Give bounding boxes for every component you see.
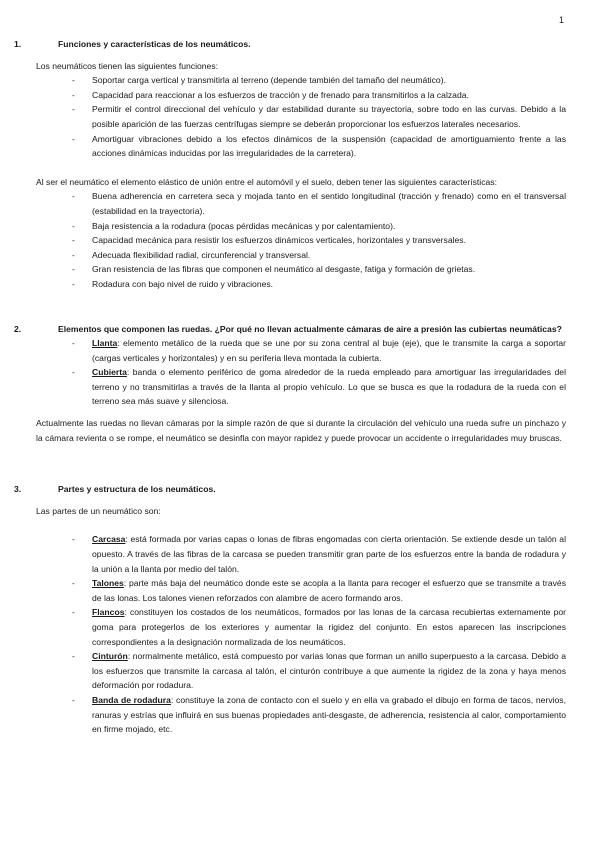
list-item: [92, 576, 566, 605]
section-1-heading: [14, 37, 566, 52]
list-item: - Amortiguar vibraciones debido a los efectos dinámicos de la suspensión (capacidad de amortiguamiento frente a las acciones dinámicas inducidas por las irregularidades de la carretera).: [92, 132, 566, 161]
list-item: [92, 649, 566, 693]
section-2-paragraph: Actualmente las ruedas no llevan cámaras por la simple razón de que si durante la circulación del vehículo una rueda sufre un pinchazo y la cámara revienta o se rompe, el neumático se desinfla con mayor rapidez y puede provocar un accidente o irregularidades muy bruscas.: [36, 418, 566, 443]
term-carcasa: Carcasa: [92, 534, 126, 545]
list-item: - Baja resistencia a la rodadura (pocas pérdidas mecánicas y por calentamiento).: [92, 219, 566, 234]
list-item: - Permitir el control direccional del vehículo y dar estabilidad durante su trayectoria, sobre todo en las curvas. Debido a la posible aparición de las fuerzas centrífugas siempre se deberán proporcionar los esfuerzos laterales necesarios.: [92, 102, 566, 131]
section-2-title: Elementos que componen las ruedas. ¿Por qué no llevan actualmente cámaras de aire a presión las cubiertas neumáticas?: [58, 323, 562, 334]
section-1-intro-characteristics: Al ser el neumático el elemento elástico de unión entre el automóvil y el suelo, deben tener las siguientes características:: [36, 176, 497, 187]
definition-flancos: : constituyen los costados de los neumáticos, formados por las lonas de la carcasa recubiertas externamente por goma para protegerlos de los exteriores y aumentar la rigidez del conjunto. En estos aparecen las inscripciones correspondientes a la designación normalizada de los neumáticos.: [92, 607, 566, 647]
section-3-number: 3.: [14, 484, 22, 495]
term-cubierta: Cubierta: [92, 367, 127, 378]
list-item: [92, 605, 566, 649]
definition-banda-de-rodadura: : constituye la zona de contacto con el suelo y en ella va grabado el dibujo en forma de tacos, nervios, ranuras y estrías que influirá en sus buenas propiedades anti-desgaste, de adherencia, resistencia al calor, comportamiento en firme mojado, etc.: [92, 694, 566, 735]
list-item: [92, 336, 566, 365]
section-1-number: 1.: [14, 39, 22, 49]
term-cinturon: Cinturón: [92, 651, 128, 662]
term-llanta: Llanta: [92, 338, 118, 349]
section-1-intro: Los neumáticos tienen las siguientes funciones:: [36, 60, 219, 71]
term-talones: Talones: [92, 578, 124, 589]
page-number: 1: [558, 15, 564, 25]
list-item: - Capacidad mecánica para resistir los esfuerzos dinámicos verticales, horizontales y transversales.: [92, 233, 566, 248]
tire-parts-list: [36, 532, 566, 736]
section-2-heading: [14, 322, 566, 337]
list-item: - Buena adherencia en carretera seca y mojada tanto en el sentido longitudinal (tracción y frenado) como en el transversal (estabilidad en la trayectoria).: [92, 189, 566, 218]
list-item: - Adecuada flexibilidad radial, circunferencial y transversal.: [92, 248, 566, 263]
document-body: [14, 37, 566, 737]
definition-cubierta: : banda o elemento periférico de goma alrededor de la rueda empleado para amortiguar las irregularidades del terreno y no transmitirlas a través de la llanta al propio vehículo. Lo que se busca es que la rodadura de la rueda con el terreno sea más suave y silenciosa.: [92, 367, 566, 407]
list-item: [92, 365, 566, 409]
list-item: - Rodadura con bajo nivel de ruido y vibraciones.: [92, 277, 566, 292]
list-item: - Gran resistencia de las fibras que componen el neumático al desgaste, fatiga y formación de grietas.: [92, 262, 566, 277]
section-3-heading: [14, 482, 566, 497]
functions-list: [36, 73, 566, 161]
section-2-number: 2.: [14, 323, 22, 334]
list-item: [92, 532, 566, 576]
definition-cinturon: : normalmente metálico, está compuesto por varias lonas que forman un anillo superpuesto a la carcasa. Debido a los esfuerzos que transmite la carcasa al talón, el cinturón contribuye a que aumente la rigidez de la zona y haya menos deformación por rodadura.: [92, 651, 566, 691]
definition-llanta: : elemento metálico de la rueda que se une por su zona central al buje (eje), que le transmite la carga a soportar (cargas verticales y horizontales) y en su periferia lleva montada la cubierta.: [92, 338, 566, 363]
section-1-title: Funciones y características de los neumáticos.: [58, 39, 251, 49]
section-3-title: Partes y estructura de los neumáticos.: [58, 484, 216, 495]
term-banda-de-rodadura: Banda de rodadura: [92, 694, 171, 705]
list-item: [92, 693, 566, 737]
term-flancos: Flancos: [92, 607, 125, 618]
wheel-elements-list: [36, 336, 566, 409]
characteristics-list: [36, 189, 566, 291]
section-3-intro: Las partes de un neumático son:: [36, 505, 161, 516]
definition-carcasa: : está formada por varias capas o lonas de fibras engomadas con cierta orientación. Se extiende desde un talón al opuesto. A través de las fibras de la carcasa se pueden transmitir gran parte de los esfuerzos entre la banda de rodadura y la unión a la llanta por medio del talón.: [92, 534, 566, 574]
definition-talones: : parte más baja del neumático donde este se acopla a la llanta para recoger el esfuerzo que se transmite a través de las lonas. Los talones vienen reforzados con alambre de acero formando aros.: [92, 578, 566, 603]
list-item: - Soportar carga vertical y transmitirla al terreno (depende también del tamaño del neumático).: [92, 73, 566, 88]
list-item: - Capacidad para reaccionar a los esfuerzos de tracción y de frenado para transmitirlos a la calzada.: [92, 88, 566, 103]
